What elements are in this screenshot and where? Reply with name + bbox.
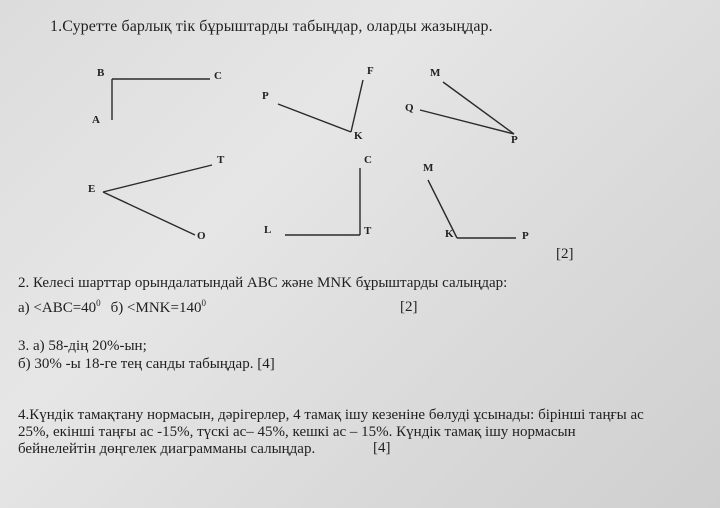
label-a: A [92,114,100,126]
label-b: B [97,67,105,79]
task-4-line-1: 4.Күндік тамақтану нормасын, дәрігерлер, 4 тамақ ішу кезеніне бөлуді ұсынады: бірінші таңғы ас [18,407,644,423]
label-p2: P [511,134,518,146]
task-2-score: [2] [400,299,418,315]
label-p3: P [522,230,529,242]
task-2-parts [18,294,206,317]
task-2-part-a: $а) <ABC=40^0$ [18,298,101,316]
task-4-line-3: бейнелейтін дөңгелек диаграмманы салыңдар. [18,441,316,457]
label-l: L [264,224,272,236]
task-2-title: 2. Келесі шарттар орындалатындай ABC және MNK бұрыштарды салыңдар: [18,275,508,291]
label-e: E [88,183,96,195]
angle-teo-line-bottom [103,192,195,235]
label-k: K [354,130,363,142]
label-k2: K [445,228,454,240]
angle-mpq-line-top [443,82,514,134]
label-t: T [217,154,225,166]
angle-teo-line-top [103,165,212,192]
task-4-score: [4] [373,440,391,456]
task-3-line-2: б) 30% -ы 18-ге тең санды табыңдар. [4] [18,356,275,372]
angle-fkp-line-left [278,104,351,132]
label-c2: C [364,154,372,166]
label-q: Q [405,102,414,114]
label-m: M [430,67,441,79]
label-c: C [214,70,222,82]
label-f: F [367,65,374,77]
angle-mpq-line-bottom [420,110,514,134]
label-m2: M [423,162,434,174]
task-4-line-2: 25%, екінші таңғы ас -15%, түскі ас– 45%, кешкі ас – 15%. Күндік тамақ ішу нормасын [18,424,576,440]
angle-fkp-line-right [351,80,363,132]
task-2-part-b: $б) <MNK=140^0$ [110,298,206,316]
label-t2: T [364,225,372,237]
task-1-score: [2] [556,246,574,262]
label-p: P [262,90,269,102]
label-o: O [197,230,206,242]
task-1-title: 1.Суретте барлық тік бұрыштарды табыңдар, оларды жазыңдар. [50,18,493,35]
task-3-line-1: 3. а) 58-дің 20%-ын; [18,338,147,354]
